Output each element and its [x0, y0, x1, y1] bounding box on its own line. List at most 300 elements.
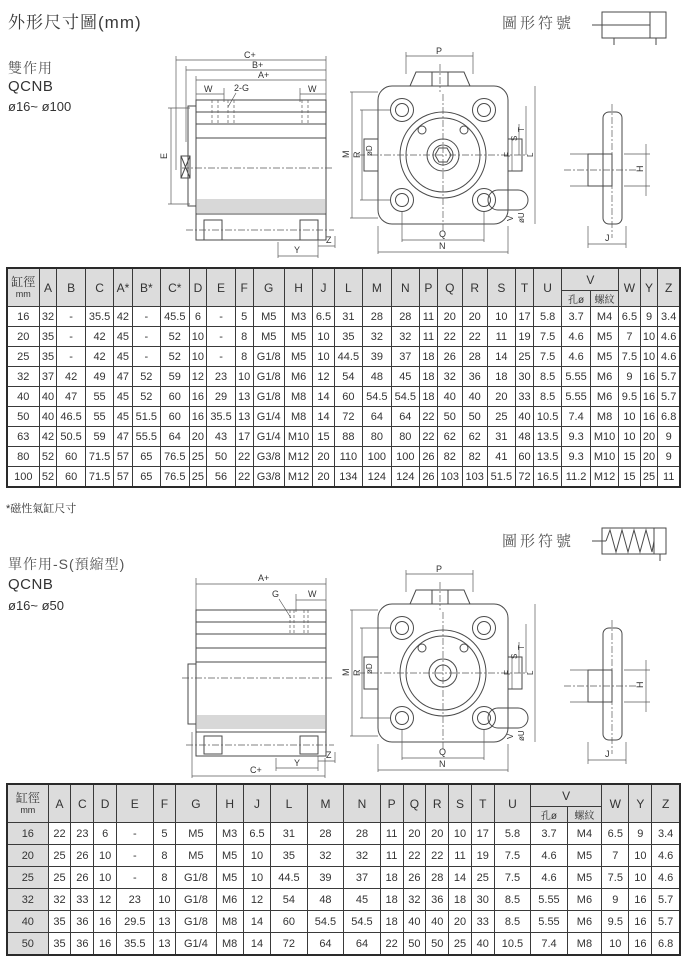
column-header: T [516, 268, 534, 307]
dimension-cell: 29 [207, 387, 235, 407]
column-header: A [39, 268, 57, 307]
dimension-cell: 64 [391, 407, 419, 427]
dimension-cell: 8.5 [533, 387, 561, 407]
dimension-cell: 18 [380, 889, 403, 911]
dimension-cell: 50 [403, 933, 426, 956]
dimension-cell: 25 [48, 867, 71, 889]
dimension-cell: 22 [462, 327, 487, 347]
dim-label: R [352, 151, 362, 158]
dimension-cell: 10 [640, 347, 658, 367]
dimension-cell: 72 [271, 933, 308, 956]
dim-label: Q [439, 747, 447, 757]
dimension-cell: 30 [516, 367, 534, 387]
dimension-cell: 23 [71, 823, 94, 845]
dimension-cell: 20 [189, 427, 207, 447]
dimension-cell: 16 [629, 911, 652, 933]
column-header: F [153, 784, 176, 823]
dimension-cell: 28 [344, 823, 381, 845]
dimension-cell: 80 [391, 427, 419, 447]
dimension-cell: 55 [85, 387, 113, 407]
dimension-cell: 62 [462, 427, 487, 447]
dimension-cell: 25 [189, 447, 207, 467]
dimension-cell: 59 [161, 367, 189, 387]
dimension-cell: 5.55 [531, 889, 568, 911]
dimension-cell: 9.3 [562, 447, 590, 467]
dimension-cell: 3.4 [658, 307, 680, 327]
dimension-cell: 48 [516, 427, 534, 447]
dimension-cell: G3/8 [253, 467, 284, 488]
dimension-cell: 45 [391, 367, 419, 387]
dimension-cell: 10 [487, 307, 515, 327]
dimension-cell: 52 [161, 327, 189, 347]
bore-size-cell: 20 [7, 327, 39, 347]
dimension-cell: 22 [235, 467, 253, 488]
dimension-cell: 46.5 [57, 407, 85, 427]
dimension-cell: 16 [629, 933, 652, 956]
dimension-cell: 32 [344, 845, 381, 867]
dimension-cell: 13.5 [533, 427, 561, 447]
dim-label: C+ [244, 50, 256, 60]
dim-label: J [605, 233, 610, 243]
dimension-cell: 22 [426, 845, 449, 867]
dimension-cell: M5 [284, 347, 312, 367]
dim-label: A+ [258, 70, 270, 80]
dimension-cell: 10 [189, 327, 207, 347]
dimension-cell: M5 [216, 867, 243, 889]
bore-diameter-header: 缸徑 mm [7, 268, 39, 307]
dimension-cell: 3.4 [652, 823, 680, 845]
dim-label: V [506, 733, 515, 739]
dimension-cell: 18 [380, 867, 403, 889]
dimension-cell: G1/8 [253, 347, 284, 367]
dim-label: Y [294, 245, 301, 255]
dimension-cell: 5.7 [652, 889, 680, 911]
dimension-cell: 65 [132, 467, 160, 488]
dim-label: C+ [250, 765, 262, 775]
dimension-cell: M5 [590, 347, 618, 367]
dimension-cell: 5 [235, 307, 253, 327]
dimension-cell: 18 [487, 367, 515, 387]
dimension-cell: 39 [307, 867, 344, 889]
dimension-cell: 28 [462, 347, 487, 367]
dimension-cell: 11.2 [562, 467, 590, 488]
dimension-cell: 103 [462, 467, 487, 488]
column-header: B* [132, 268, 160, 307]
dimension-cell: 7.5 [494, 845, 531, 867]
column-header: J [243, 784, 270, 823]
dimension-cell: 20 [640, 447, 658, 467]
bore-size-cell: 25 [7, 347, 39, 367]
table-row [7, 467, 680, 488]
dimension-cell: 28 [426, 867, 449, 889]
column-header: Y [640, 268, 658, 307]
dimension-cell: 12 [313, 367, 334, 387]
dimension-cell: 110 [334, 447, 362, 467]
dimension-cell: 14 [487, 347, 515, 367]
dim-label: T [517, 127, 526, 132]
dim-label: R [352, 669, 362, 676]
dimension-cell: 18 [420, 387, 438, 407]
dim-label: E [159, 152, 169, 159]
dimension-cell: 50 [437, 407, 462, 427]
table-row [7, 823, 680, 845]
dimension-cell: 18 [449, 889, 472, 911]
dimension-cell: 44.5 [271, 867, 308, 889]
dimension-cell: 4.6 [531, 845, 568, 867]
dimension-cell: 54.5 [307, 911, 344, 933]
dimension-cell: 32 [391, 327, 419, 347]
dimension-cell: 45.5 [161, 307, 189, 327]
column-header: R [462, 268, 487, 307]
table-row [7, 407, 680, 427]
table-row [7, 911, 680, 933]
dimension-cell: 8.5 [494, 911, 531, 933]
bore-size-cell: 40 [7, 387, 39, 407]
column-header: F [235, 268, 253, 307]
dimension-cell: 57 [114, 467, 132, 488]
dimension-cell: 35.5 [207, 407, 235, 427]
dimension-cell: 28 [307, 823, 344, 845]
dimension-cell: 72 [516, 467, 534, 488]
dimension-cell: 36 [462, 367, 487, 387]
column-header: S [487, 268, 515, 307]
dimension-cell: 44.5 [334, 347, 362, 367]
dimension-cell: 7.5 [619, 347, 640, 367]
dimension-cell: 25 [640, 467, 658, 488]
dim-label: F [503, 670, 512, 675]
dimension-cell: 16 [94, 911, 117, 933]
dimension-cell: G1/8 [176, 867, 216, 889]
dimension-cell: 25 [516, 347, 534, 367]
dimension-cell: 5.7 [658, 367, 680, 387]
dimension-cell: 31 [487, 427, 515, 447]
column-header: E [207, 268, 235, 307]
column-header: B [57, 268, 85, 307]
dimension-cell: - [207, 327, 235, 347]
column-header: P [380, 784, 403, 823]
dimension-cell: 20 [313, 447, 334, 467]
dimension-cell: 10 [449, 823, 472, 845]
dimension-cell: G1/8 [176, 889, 216, 911]
dimension-cell: 59 [85, 427, 113, 447]
dimension-cell: 80 [363, 427, 391, 447]
dimension-cell: 14 [243, 933, 270, 956]
bore-size-cell: 100 [7, 467, 39, 488]
dimension-cell: 82 [437, 447, 462, 467]
column-header: G [253, 268, 284, 307]
dimension-cell: 6.5 [313, 307, 334, 327]
dimension-cell: 35 [48, 911, 71, 933]
dimension-cell: 26 [71, 867, 94, 889]
dimension-cell: 22 [420, 427, 438, 447]
dimension-cell: 17 [471, 823, 494, 845]
dimension-cell: 26 [437, 347, 462, 367]
dimension-cell: 35.5 [85, 307, 113, 327]
dimension-cell: M8 [284, 407, 312, 427]
dimension-cell: 22 [437, 327, 462, 347]
column-header: H [284, 268, 312, 307]
dimension-cell: 14 [313, 407, 334, 427]
dimension-cell: 19 [516, 327, 534, 347]
dimension-cell: 25 [471, 867, 494, 889]
column-header: 孔ø [562, 291, 590, 307]
dimension-cell: 48 [307, 889, 344, 911]
dimension-cell: 25 [48, 845, 71, 867]
column-header: D [94, 784, 117, 823]
dimension-cell: 7 [602, 845, 629, 867]
dimension-cell: 36 [71, 911, 94, 933]
dim-label: F [503, 152, 512, 157]
dimension-cell: 7.5 [602, 867, 629, 889]
dimension-cell: 22 [420, 407, 438, 427]
dimension-cell: M4 [590, 307, 618, 327]
dim-label: 2-G [234, 83, 250, 93]
dimension-cell: 4.6 [531, 867, 568, 889]
dimension-cell: 64 [363, 407, 391, 427]
dimension-cell: 20 [426, 823, 449, 845]
dimension-cell: 33 [71, 889, 94, 911]
dimension-cell: 36 [71, 933, 94, 956]
dimension-cell: 12 [189, 367, 207, 387]
dimension-cell: 13 [235, 407, 253, 427]
dimension-cell: 37 [391, 347, 419, 367]
dimension-cell: 4.6 [562, 347, 590, 367]
column-header: C* [161, 268, 189, 307]
dimension-cell: 40 [39, 407, 57, 427]
single-acting-spring-cylinder-symbol-icon [592, 524, 672, 564]
dimension-cell: 52 [132, 387, 160, 407]
dimension-cell: 5.55 [531, 911, 568, 933]
dimension-cell: M5 [284, 327, 312, 347]
dimension-cell: 60 [334, 387, 362, 407]
dimension-cell: 6 [189, 307, 207, 327]
s2-profile-view-drawing [550, 614, 675, 776]
dimension-cell: 4.6 [658, 327, 680, 347]
dimension-cell: 10 [313, 347, 334, 367]
dimension-cell: 7.4 [562, 407, 590, 427]
dimension-cell: G3/8 [253, 447, 284, 467]
dim-label: øD [365, 663, 374, 674]
column-header: Z [658, 268, 680, 307]
dimension-cell: 40 [39, 387, 57, 407]
table-row [7, 845, 680, 867]
dimension-cell: 7 [619, 327, 640, 347]
dim-label: øD [365, 145, 374, 156]
dimension-cell: 40 [471, 933, 494, 956]
bore-size-cell: 25 [7, 867, 48, 889]
dimension-cell: 15 [619, 467, 640, 488]
column-header: U [494, 784, 531, 823]
dimension-cell: 48 [363, 367, 391, 387]
dimension-cell: 30 [471, 889, 494, 911]
dimension-cell: 16 [94, 933, 117, 956]
dimension-cell: 20 [437, 307, 462, 327]
column-header: R [426, 784, 449, 823]
dimension-cell: 35.5 [117, 933, 154, 956]
dimension-cell: 11 [420, 327, 438, 347]
dimension-cell: 40 [403, 911, 426, 933]
table-row [7, 889, 680, 911]
dimension-cell: 52 [39, 467, 57, 488]
dim-label: Z [326, 750, 332, 760]
dimension-cell: 28 [363, 307, 391, 327]
dimension-cell: 20 [449, 911, 472, 933]
dimension-cell: 42 [57, 367, 85, 387]
dimension-cell: 82 [462, 447, 487, 467]
s1-front-view-drawing [338, 44, 543, 262]
dimension-cell: 7.5 [533, 327, 561, 347]
dimension-cell: M5 [253, 327, 284, 347]
s2-front-view-drawing [338, 562, 543, 780]
column-header: W [602, 784, 629, 823]
dimension-cell: 10 [602, 933, 629, 956]
table-row [7, 367, 680, 387]
dimension-cell: 60 [57, 447, 85, 467]
dimension-cell: M12 [284, 447, 312, 467]
table-row [7, 387, 680, 407]
dimension-cell: 10.5 [494, 933, 531, 956]
dimension-cell: 36 [426, 889, 449, 911]
dimension-cell: 35 [48, 933, 71, 956]
dimension-cell: 42 [85, 347, 113, 367]
s2-side-view-drawing [158, 566, 343, 780]
dimension-cell: 6.8 [652, 933, 680, 956]
dimension-cell: 25 [189, 467, 207, 488]
dim-label: G [272, 589, 280, 599]
dimension-cell: M6 [567, 889, 601, 911]
dimension-cell: M5 [253, 307, 284, 327]
dimension-cell: 42 [114, 307, 132, 327]
dimension-cell: 26 [420, 447, 438, 467]
symbol2-label: 圖形符號 [502, 533, 575, 550]
dimension-cell: M10 [284, 427, 312, 447]
column-header: 螺紋 [590, 291, 618, 307]
dimension-cell: 9.3 [562, 427, 590, 447]
dimension-cell: M10 [590, 427, 618, 447]
table-row [7, 347, 680, 367]
dimension-cell: M8 [567, 933, 601, 956]
dimension-cell: 14 [449, 867, 472, 889]
dimension-cell: 5.55 [562, 387, 590, 407]
dimension-cell: 64 [344, 933, 381, 956]
dim-label: M [341, 150, 351, 158]
double-acting-cylinder-symbol-icon [592, 8, 672, 48]
dimension-cell: - [57, 327, 85, 347]
dim-label: S [510, 135, 519, 141]
dimension-cell: 16 [189, 387, 207, 407]
dimension-cell: 9 [658, 447, 680, 467]
dimension-cell: 64 [161, 427, 189, 447]
dimension-cell: M4 [567, 823, 601, 845]
column-header: V [562, 268, 619, 291]
dimension-cell: 100 [363, 447, 391, 467]
dimension-cell: - [132, 307, 160, 327]
dimension-cell: 52 [132, 367, 160, 387]
dimension-cell: 22 [403, 845, 426, 867]
column-header: L [271, 784, 308, 823]
dim-label: J [605, 749, 610, 759]
dimension-cell: 54 [271, 889, 308, 911]
dimension-cell: M5 [216, 845, 243, 867]
dimension-cell: G1/8 [253, 387, 284, 407]
dimension-cell: 20 [640, 427, 658, 447]
dim-label: H [635, 681, 645, 688]
dimension-cell: 45 [114, 327, 132, 347]
dimension-cell: 9 [619, 367, 640, 387]
dimension-cell: 62 [437, 427, 462, 447]
bore-diameter-unit: mm [15, 288, 31, 299]
dimension-cell: 8.5 [533, 367, 561, 387]
dimension-cell: 3.7 [562, 307, 590, 327]
dimension-cell: 6.5 [243, 823, 270, 845]
dimension-cell: 7.5 [494, 867, 531, 889]
dimension-cell: 9.5 [619, 387, 640, 407]
magnetic-cylinder-note: *磁性氣缸尺寸 [6, 503, 77, 515]
dimension-cell: 11 [380, 845, 403, 867]
s1-profile-view-drawing [550, 98, 675, 260]
dimension-cell: 10 [629, 845, 652, 867]
dimension-cell: 6.5 [619, 307, 640, 327]
dimension-cell: 57 [114, 447, 132, 467]
dimension-cell: 52 [161, 347, 189, 367]
dimension-cell: 16 [189, 407, 207, 427]
dimension-cell: M6 [216, 889, 243, 911]
dimension-cell: 11 [449, 845, 472, 867]
dimension-cell: 10 [619, 427, 640, 447]
dimension-cell: 39 [363, 347, 391, 367]
dimension-cell: 10 [94, 845, 117, 867]
double-acting-dimensions-table [6, 267, 681, 488]
column-header: N [344, 784, 381, 823]
dimension-cell: 11 [420, 307, 438, 327]
dimension-cell: - [132, 347, 160, 367]
dim-label: Z [326, 235, 332, 245]
dimension-cell: M6 [590, 367, 618, 387]
dimension-cell: 4.6 [562, 327, 590, 347]
dimension-cell: 15 [619, 447, 640, 467]
column-header: V [531, 784, 602, 807]
dimension-cell: 18 [420, 347, 438, 367]
dimension-cell: M5 [567, 845, 601, 867]
column-header: N [391, 268, 419, 307]
dimension-cell: 10 [640, 327, 658, 347]
dimension-cell: 41 [487, 447, 515, 467]
dimension-cell: M6 [567, 911, 601, 933]
dimension-cell: 11 [380, 823, 403, 845]
dimension-cell: 6 [94, 823, 117, 845]
bore-size-cell: 50 [7, 407, 39, 427]
dimension-cell: 6.5 [602, 823, 629, 845]
dimension-cell: 11 [487, 327, 515, 347]
dimension-cell: M5 [567, 867, 601, 889]
dimension-cell: 17 [516, 307, 534, 327]
dimension-cell: M5 [176, 823, 216, 845]
dimension-cell: 9 [629, 823, 652, 845]
table-row [7, 427, 680, 447]
dimension-cell: 25 [449, 933, 472, 956]
dimension-cell: 6.8 [658, 407, 680, 427]
column-header: E [117, 784, 154, 823]
dimension-cell: 50 [462, 407, 487, 427]
dimension-cell: 60 [161, 387, 189, 407]
column-header: A [48, 784, 71, 823]
dimension-cell: 32 [48, 889, 71, 911]
dimension-cell: 20 [462, 307, 487, 327]
table-row [7, 867, 680, 889]
dimension-cell: 45 [114, 387, 132, 407]
column-header: L [334, 268, 362, 307]
dimension-cell: 4.6 [652, 845, 680, 867]
